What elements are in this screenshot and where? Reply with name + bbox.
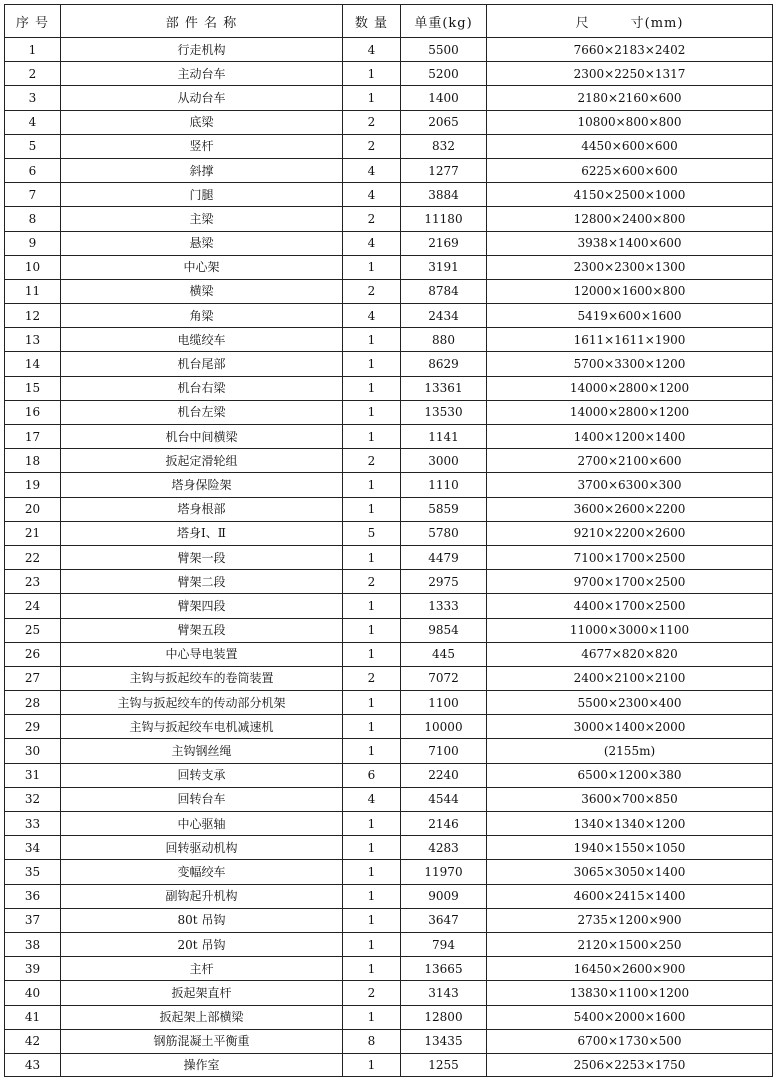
cell-no: 19 — [5, 473, 61, 497]
cell-name: 从动台车 — [61, 86, 343, 110]
table-row — [5, 328, 773, 352]
cell-no: 1 — [5, 38, 61, 62]
table-header-row — [5, 5, 773, 38]
cell-weight: 2975 — [401, 570, 487, 594]
cell-no: 30 — [5, 739, 61, 763]
table-row — [5, 860, 773, 884]
cell-name: 角梁 — [61, 304, 343, 328]
cell-weight: 3884 — [401, 183, 487, 207]
cell-qty: 4 — [343, 183, 401, 207]
cell-weight: 10000 — [401, 715, 487, 739]
parts-table — [4, 4, 773, 1077]
table-row — [5, 86, 773, 110]
cell-no: 13 — [5, 328, 61, 352]
table-row — [5, 836, 773, 860]
cell-name: 副钩起升机构 — [61, 884, 343, 908]
cell-no: 36 — [5, 884, 61, 908]
cell-name: 臂架二段 — [61, 570, 343, 594]
cell-weight: 11180 — [401, 207, 487, 231]
cell-dims: 11000×3000×1100 — [487, 618, 773, 642]
table-row — [5, 449, 773, 473]
cell-qty: 1 — [343, 255, 401, 279]
cell-weight: 13435 — [401, 1029, 487, 1053]
cell-no: 27 — [5, 666, 61, 690]
cell-dims: 4600×2415×1400 — [487, 884, 773, 908]
cell-qty: 1 — [343, 812, 401, 836]
table-row — [5, 908, 773, 932]
header-dims: 尺 寸(mm) — [487, 5, 773, 38]
cell-dims: 7660×2183×2402 — [487, 38, 773, 62]
cell-name: 中心驱轴 — [61, 812, 343, 836]
cell-dims: 1400×1200×1400 — [487, 425, 773, 449]
cell-weight: 1110 — [401, 473, 487, 497]
cell-weight: 3191 — [401, 255, 487, 279]
table-row — [5, 739, 773, 763]
cell-dims: 5400×2000×1600 — [487, 1005, 773, 1029]
cell-weight: 7100 — [401, 739, 487, 763]
cell-no: 11 — [5, 279, 61, 303]
cell-dims: 12000×1600×800 — [487, 279, 773, 303]
cell-no: 14 — [5, 352, 61, 376]
cell-name: 臂架四段 — [61, 594, 343, 618]
cell-dims: 5700×3300×1200 — [487, 352, 773, 376]
cell-qty: 2 — [343, 449, 401, 473]
cell-weight: 11970 — [401, 860, 487, 884]
cell-name: 主动台车 — [61, 62, 343, 86]
cell-no: 43 — [5, 1053, 61, 1076]
cell-name: 操作室 — [61, 1053, 343, 1076]
cell-qty: 1 — [343, 86, 401, 110]
cell-weight: 1141 — [401, 425, 487, 449]
cell-dims: 5500×2300×400 — [487, 691, 773, 715]
cell-name: 臂架一段 — [61, 545, 343, 569]
cell-no: 26 — [5, 642, 61, 666]
cell-dims: 3600×700×850 — [487, 787, 773, 811]
cell-name: 门腿 — [61, 183, 343, 207]
cell-no: 5 — [5, 134, 61, 158]
table-row — [5, 932, 773, 956]
cell-dims: 1940×1550×1050 — [487, 836, 773, 860]
table-row — [5, 1005, 773, 1029]
table-row — [5, 691, 773, 715]
table-row — [5, 400, 773, 424]
cell-no: 42 — [5, 1029, 61, 1053]
cell-qty: 1 — [343, 739, 401, 763]
cell-name: 80t 吊钩 — [61, 908, 343, 932]
cell-weight: 4544 — [401, 787, 487, 811]
cell-no: 32 — [5, 787, 61, 811]
cell-dims: (2155m) — [487, 739, 773, 763]
cell-weight: 12800 — [401, 1005, 487, 1029]
cell-name: 主钩与扳起绞车电机减速机 — [61, 715, 343, 739]
table-row — [5, 666, 773, 690]
table-row — [5, 376, 773, 400]
cell-dims: 2180×2160×600 — [487, 86, 773, 110]
cell-weight: 13530 — [401, 400, 487, 424]
cell-name: 20t 吊钩 — [61, 932, 343, 956]
cell-name: 中心导电装置 — [61, 642, 343, 666]
cell-name: 变幅绞车 — [61, 860, 343, 884]
table-row — [5, 279, 773, 303]
cell-dims: 12800×2400×800 — [487, 207, 773, 231]
cell-weight: 8629 — [401, 352, 487, 376]
table-row — [5, 38, 773, 62]
cell-qty: 2 — [343, 666, 401, 690]
cell-qty: 1 — [343, 594, 401, 618]
cell-dims: 6500×1200×380 — [487, 763, 773, 787]
cell-no: 39 — [5, 957, 61, 981]
table-row — [5, 957, 773, 981]
cell-qty: 1 — [343, 1005, 401, 1029]
cell-no: 17 — [5, 425, 61, 449]
cell-no: 2 — [5, 62, 61, 86]
cell-dims: 3600×2600×2200 — [487, 497, 773, 521]
table-row — [5, 545, 773, 569]
table-row — [5, 497, 773, 521]
cell-name: 臂架五段 — [61, 618, 343, 642]
cell-dims: 5419×600×1600 — [487, 304, 773, 328]
cell-name: 主杆 — [61, 957, 343, 981]
cell-name: 斜撑 — [61, 158, 343, 182]
table-row — [5, 304, 773, 328]
cell-weight: 8784 — [401, 279, 487, 303]
cell-dims: 4450×600×600 — [487, 134, 773, 158]
cell-no: 24 — [5, 594, 61, 618]
cell-dims: 2120×1500×250 — [487, 932, 773, 956]
cell-dims: 13830×1100×1200 — [487, 981, 773, 1005]
cell-qty: 1 — [343, 1053, 401, 1076]
cell-no: 9 — [5, 231, 61, 255]
cell-name: 塔身Ⅰ、Ⅱ — [61, 521, 343, 545]
table-row — [5, 521, 773, 545]
cell-name: 扳起架上部横梁 — [61, 1005, 343, 1029]
table-row — [5, 981, 773, 1005]
cell-qty: 1 — [343, 425, 401, 449]
cell-no: 41 — [5, 1005, 61, 1029]
cell-weight: 13665 — [401, 957, 487, 981]
cell-no: 21 — [5, 521, 61, 545]
table-row — [5, 1053, 773, 1076]
cell-qty: 1 — [343, 400, 401, 424]
cell-dims: 4150×2500×1000 — [487, 183, 773, 207]
cell-name: 钢筋混凝土平衡重 — [61, 1029, 343, 1053]
cell-no: 33 — [5, 812, 61, 836]
cell-dims: 9700×1700×2500 — [487, 570, 773, 594]
header-qty: 数 量 — [343, 5, 401, 38]
cell-dims: 3000×1400×2000 — [487, 715, 773, 739]
cell-weight: 2146 — [401, 812, 487, 836]
cell-qty: 2 — [343, 207, 401, 231]
cell-dims: 2700×2100×600 — [487, 449, 773, 473]
cell-name: 塔身根部 — [61, 497, 343, 521]
cell-qty: 2 — [343, 134, 401, 158]
cell-name: 回转支承 — [61, 763, 343, 787]
cell-name: 竖杆 — [61, 134, 343, 158]
cell-no: 18 — [5, 449, 61, 473]
cell-qty: 2 — [343, 981, 401, 1005]
cell-qty: 2 — [343, 279, 401, 303]
cell-no: 16 — [5, 400, 61, 424]
cell-weight: 5500 — [401, 38, 487, 62]
cell-qty: 6 — [343, 763, 401, 787]
cell-qty: 8 — [343, 1029, 401, 1053]
cell-name: 回转驱动机构 — [61, 836, 343, 860]
header-name: 部 件 名 称 — [61, 5, 343, 38]
table-row — [5, 425, 773, 449]
cell-weight: 4479 — [401, 545, 487, 569]
cell-dims: 2735×1200×900 — [487, 908, 773, 932]
cell-dims: 4400×1700×2500 — [487, 594, 773, 618]
cell-no: 4 — [5, 110, 61, 134]
table-row — [5, 594, 773, 618]
table-row — [5, 158, 773, 182]
cell-no: 10 — [5, 255, 61, 279]
cell-weight: 3143 — [401, 981, 487, 1005]
cell-weight: 9854 — [401, 618, 487, 642]
table-body — [5, 38, 773, 1077]
cell-qty: 1 — [343, 473, 401, 497]
cell-qty: 2 — [343, 110, 401, 134]
table-row — [5, 134, 773, 158]
cell-no: 20 — [5, 497, 61, 521]
cell-weight: 3647 — [401, 908, 487, 932]
cell-dims: 2300×2250×1317 — [487, 62, 773, 86]
cell-qty: 1 — [343, 860, 401, 884]
cell-weight: 5780 — [401, 521, 487, 545]
cell-qty: 5 — [343, 521, 401, 545]
cell-name: 主钩与扳起绞车的传动部分机架 — [61, 691, 343, 715]
table-row — [5, 570, 773, 594]
cell-qty: 1 — [343, 376, 401, 400]
table-row — [5, 255, 773, 279]
cell-no: 7 — [5, 183, 61, 207]
cell-qty: 1 — [343, 715, 401, 739]
cell-dims: 14000×2800×1200 — [487, 400, 773, 424]
cell-dims: 6225×600×600 — [487, 158, 773, 182]
cell-name: 主梁 — [61, 207, 343, 231]
table-row — [5, 1029, 773, 1053]
cell-qty: 4 — [343, 787, 401, 811]
cell-weight: 3000 — [401, 449, 487, 473]
cell-no: 23 — [5, 570, 61, 594]
cell-dims: 1611×1611×1900 — [487, 328, 773, 352]
cell-dims: 3065×3050×1400 — [487, 860, 773, 884]
cell-qty: 2 — [343, 570, 401, 594]
cell-name: 扳起架直杆 — [61, 981, 343, 1005]
cell-dims: 6700×1730×500 — [487, 1029, 773, 1053]
cell-weight: 1400 — [401, 86, 487, 110]
header-weight: 单重(kg) — [401, 5, 487, 38]
cell-qty: 1 — [343, 328, 401, 352]
cell-no: 12 — [5, 304, 61, 328]
cell-no: 40 — [5, 981, 61, 1005]
cell-qty: 1 — [343, 618, 401, 642]
cell-name: 机台右梁 — [61, 376, 343, 400]
cell-qty: 4 — [343, 38, 401, 62]
cell-no: 28 — [5, 691, 61, 715]
cell-no: 25 — [5, 618, 61, 642]
cell-dims: 14000×2800×1200 — [487, 376, 773, 400]
cell-name: 主钩钢丝绳 — [61, 739, 343, 763]
cell-weight: 794 — [401, 932, 487, 956]
table-row — [5, 642, 773, 666]
table-row — [5, 183, 773, 207]
cell-qty: 1 — [343, 932, 401, 956]
cell-no: 6 — [5, 158, 61, 182]
cell-qty: 1 — [343, 691, 401, 715]
cell-name: 主钩与扳起绞车的卷筒装置 — [61, 666, 343, 690]
cell-dims: 3700×6300×300 — [487, 473, 773, 497]
cell-weight: 1277 — [401, 158, 487, 182]
cell-dims: 9210×2200×2600 — [487, 521, 773, 545]
cell-name: 机台左梁 — [61, 400, 343, 424]
cell-name: 悬梁 — [61, 231, 343, 255]
cell-name: 底梁 — [61, 110, 343, 134]
table-row — [5, 231, 773, 255]
table-row — [5, 207, 773, 231]
table-row — [5, 812, 773, 836]
table-row — [5, 763, 773, 787]
cell-name: 行走机构 — [61, 38, 343, 62]
cell-no: 38 — [5, 932, 61, 956]
cell-qty: 1 — [343, 352, 401, 376]
cell-qty: 1 — [343, 836, 401, 860]
cell-no: 3 — [5, 86, 61, 110]
table-row — [5, 787, 773, 811]
cell-weight: 4283 — [401, 836, 487, 860]
cell-dims: 1340×1340×1200 — [487, 812, 773, 836]
cell-qty: 1 — [343, 884, 401, 908]
cell-no: 22 — [5, 545, 61, 569]
cell-weight: 832 — [401, 134, 487, 158]
cell-no: 29 — [5, 715, 61, 739]
cell-dims: 2506×2253×1750 — [487, 1053, 773, 1076]
table-row — [5, 618, 773, 642]
cell-no: 8 — [5, 207, 61, 231]
cell-no: 37 — [5, 908, 61, 932]
cell-name: 机台尾部 — [61, 352, 343, 376]
cell-no: 31 — [5, 763, 61, 787]
cell-name: 机台中间横梁 — [61, 425, 343, 449]
cell-weight: 13361 — [401, 376, 487, 400]
cell-dims: 2400×2100×2100 — [487, 666, 773, 690]
cell-weight: 1255 — [401, 1053, 487, 1076]
cell-weight: 880 — [401, 328, 487, 352]
cell-qty: 4 — [343, 304, 401, 328]
cell-name: 中心架 — [61, 255, 343, 279]
cell-weight: 9009 — [401, 884, 487, 908]
cell-dims: 3938×1400×600 — [487, 231, 773, 255]
cell-no: 35 — [5, 860, 61, 884]
table-row — [5, 110, 773, 134]
cell-no: 15 — [5, 376, 61, 400]
cell-weight: 1333 — [401, 594, 487, 618]
cell-weight: 7072 — [401, 666, 487, 690]
cell-qty: 1 — [343, 908, 401, 932]
cell-weight: 2065 — [401, 110, 487, 134]
cell-qty: 4 — [343, 158, 401, 182]
cell-qty: 4 — [343, 231, 401, 255]
table-row — [5, 473, 773, 497]
table-row — [5, 62, 773, 86]
cell-name: 回转台车 — [61, 787, 343, 811]
cell-name: 塔身保险架 — [61, 473, 343, 497]
cell-dims: 2300×2300×1300 — [487, 255, 773, 279]
cell-weight: 445 — [401, 642, 487, 666]
table-row — [5, 352, 773, 376]
cell-qty: 1 — [343, 957, 401, 981]
cell-weight: 1100 — [401, 691, 487, 715]
cell-no: 34 — [5, 836, 61, 860]
cell-weight: 5859 — [401, 497, 487, 521]
cell-weight: 2169 — [401, 231, 487, 255]
table-row — [5, 715, 773, 739]
table-row — [5, 884, 773, 908]
header-no: 序 号 — [5, 5, 61, 38]
cell-qty: 1 — [343, 545, 401, 569]
cell-name: 电缆绞车 — [61, 328, 343, 352]
cell-name: 横梁 — [61, 279, 343, 303]
cell-qty: 1 — [343, 62, 401, 86]
cell-name: 扳起定滑轮组 — [61, 449, 343, 473]
cell-dims: 16450×2600×900 — [487, 957, 773, 981]
cell-dims: 4677×820×820 — [487, 642, 773, 666]
cell-weight: 5200 — [401, 62, 487, 86]
cell-qty: 1 — [343, 497, 401, 521]
cell-weight: 2240 — [401, 763, 487, 787]
cell-weight: 2434 — [401, 304, 487, 328]
cell-qty: 1 — [343, 642, 401, 666]
cell-dims: 10800×800×800 — [487, 110, 773, 134]
cell-dims: 7100×1700×2500 — [487, 545, 773, 569]
